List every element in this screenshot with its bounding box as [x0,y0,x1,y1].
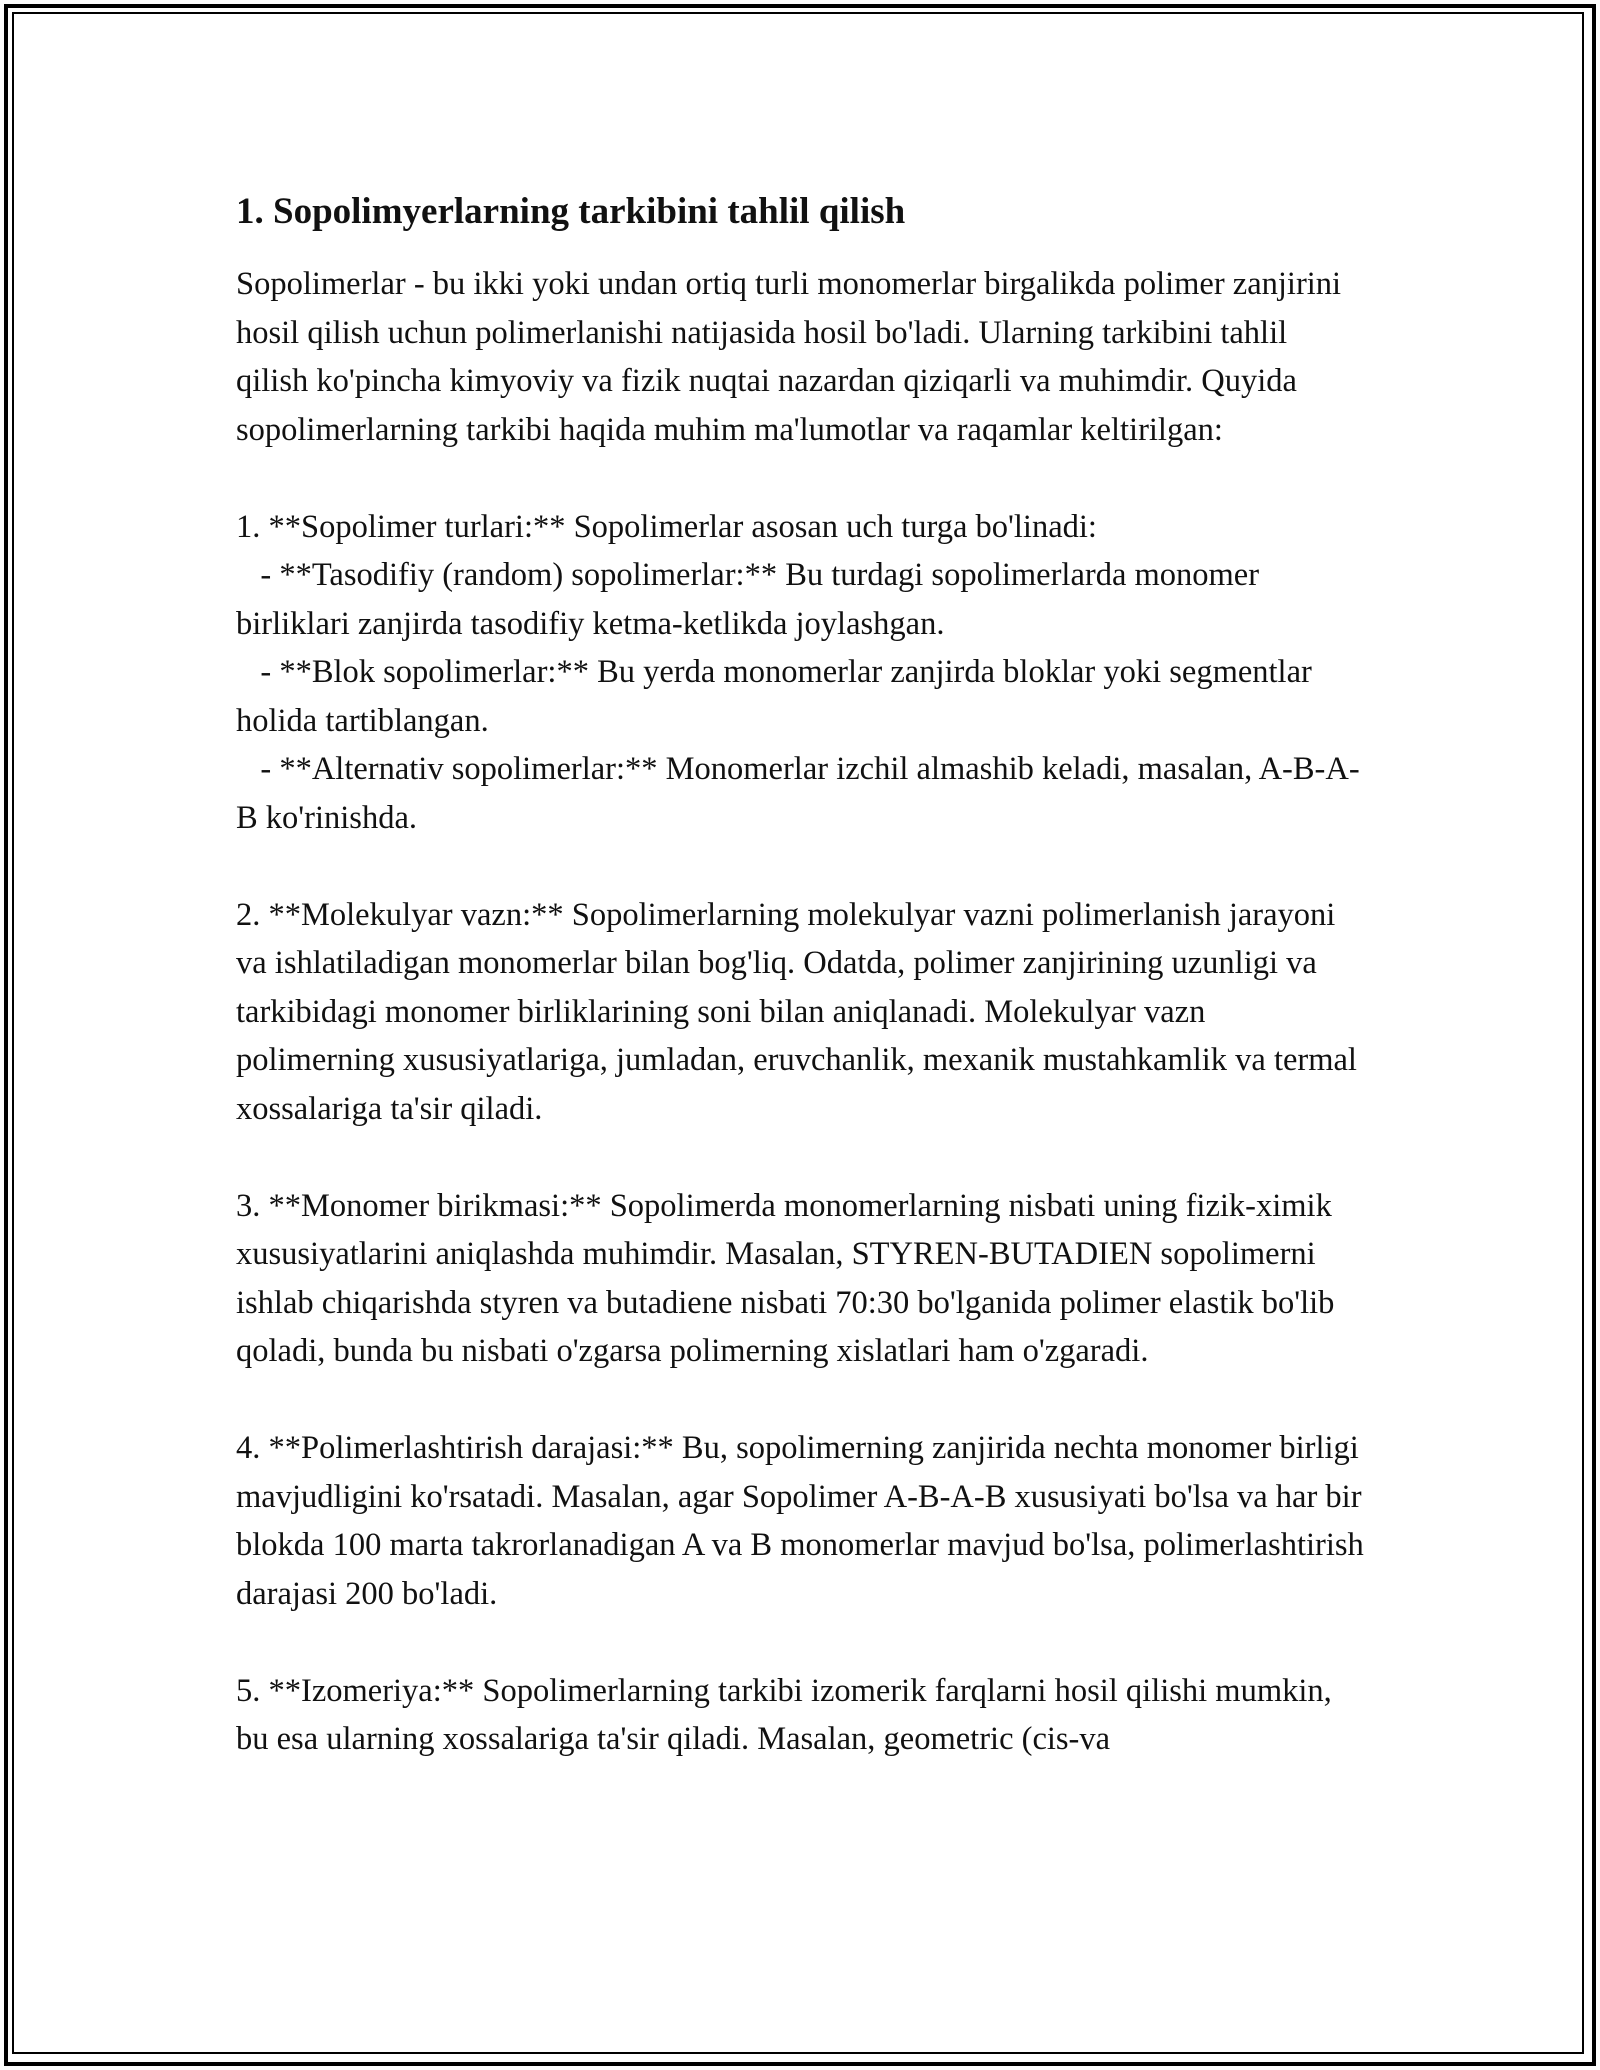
section-copolymer-types: 1. **Sopolimer turlari:** Sopolimerlar asosan uch turga bo'linadi: - **Tasodifiy (random) sopolimerlar:** Bu turdagi sopolimerlarda monomer birliklari zanjirda tasodifiy ketma-ketlikda joylashgan. - **Blok sopolimerlar:** Bu yerda monomerlar zanjirda bloklar yoki segmentlar holida tartiblangan. - **Alternativ sopolimerlar:** Monomerlar izchil almashib keladi, masalan, A-B-A-B ko'rinishda. [236,508,1360,836]
section-isomerism: 5. **Izomeriya:** Sopolimerlarning tarkibi izomerik farqlarni hosil qilishi mumkin, bu esa ularning xossalariga ta'sir qiladi. Masalan, geometric (cis-va [236,1672,1340,1757]
document-title: 1. Sopolimyerlarning tarkibini tahlil qilish [236,191,906,232]
section-monomer-composition: 3. **Monomer birikmasi:** Sopolimerda monomerlarning nisbati uning fizik-ximik xususiyatlarini aniqlashda muhimdir. Masalan, STYREN-BUTADIEN sopolimerni ishlab chiqarishda styren va butadiene nisbati 70:30 bo'lganida polimer elastik bo'lib qoladi, bunda bu nisbati o'zgarsa polimerning xislatlari ham o'zgaradi. [236,1187,1343,1369]
intro-paragraph: Sopolimerlar - bu ikki yoki undan ortiq turli monomerlar birgalikda polimer zanjirini hosil qilish uchun polimerlanishi natijasida hosil bo'ladi. Ularning tarkibini tahlil qilish ko'pincha kimyoviy va fizik nuqtai nazardan qiziqarli va muhimdir. Quyida sopolimerlarning tarkibi haqida muhim ma'lumotlar va raqamlar keltirilgan: [236,266,1350,448]
section-polymerization-degree: 4. **Polimerlashtirish darajasi:** Bu, sopolimerning zanjirida nechta monomer birligi mavjudligini ko'rsatadi. Masalan, agar Sopolimer A-B-A-B xususiyati bo'lsa va har bir blokda 100 marta takrorlanadigan A va B monomerlar mavjud bo'lsa, polimerlashtirish darajasi 200 bo'ladi. [236,1430,1372,1612]
section-molecular-weight: 2. **Molekulyar vazn:** Sopolimerlarning molekulyar vazni polimerlanish jarayoni va ishlatiladigan monomerlar bilan bog'liq. Odatda, polimer zanjirining uzunligi va tarkibidagi monomer birliklarining soni bilan aniqlanadi. Molekulyar vazn polimerning xususiyatlariga, jumladan, eruvchanlik, mexanik mustahkamlik va termal xossalariga ta'sir qiladi. [236,896,1366,1127]
document-body [236,186,1372,1812]
